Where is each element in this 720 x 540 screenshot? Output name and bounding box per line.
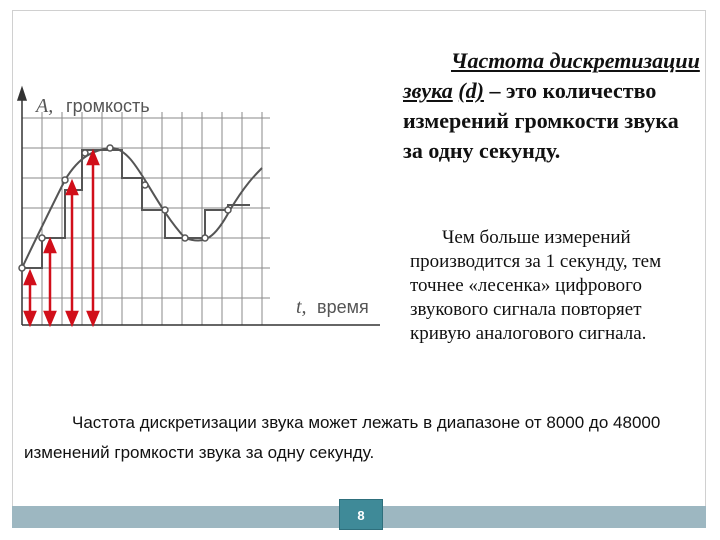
y-axis-label-text: громкость bbox=[66, 96, 150, 116]
definition-symbol: (d) bbox=[458, 78, 484, 103]
y-axis-label-symbol: A, bbox=[36, 95, 54, 117]
explanation-paragraph: Чем больше измерений производится за 1 секунду, тем точнее «лесенка» цифрового звукового сигнала повторяет кривую аналогового сигнала. bbox=[410, 227, 662, 344]
range-note-paragraph: Частота дискретизации звука может лежать в диапазоне от 8000 до 48000 изменений громкости звука за одну секунду. bbox=[24, 413, 661, 462]
definition-paragraph bbox=[403, 46, 703, 166]
definition-term: Частота дискретизации звука bbox=[403, 48, 700, 103]
sampling-diagram bbox=[0, 0, 400, 345]
page-number: 8 bbox=[339, 499, 383, 530]
x-axis-label-text: время bbox=[317, 297, 369, 317]
definition-body: – это количество измерений громкости звука за одну секунду. bbox=[403, 78, 679, 163]
sample-arrow bbox=[67, 182, 77, 324]
x-axis-label-symbol: t, bbox=[296, 296, 307, 318]
sample-arrow bbox=[45, 240, 55, 324]
grid bbox=[22, 112, 270, 325]
